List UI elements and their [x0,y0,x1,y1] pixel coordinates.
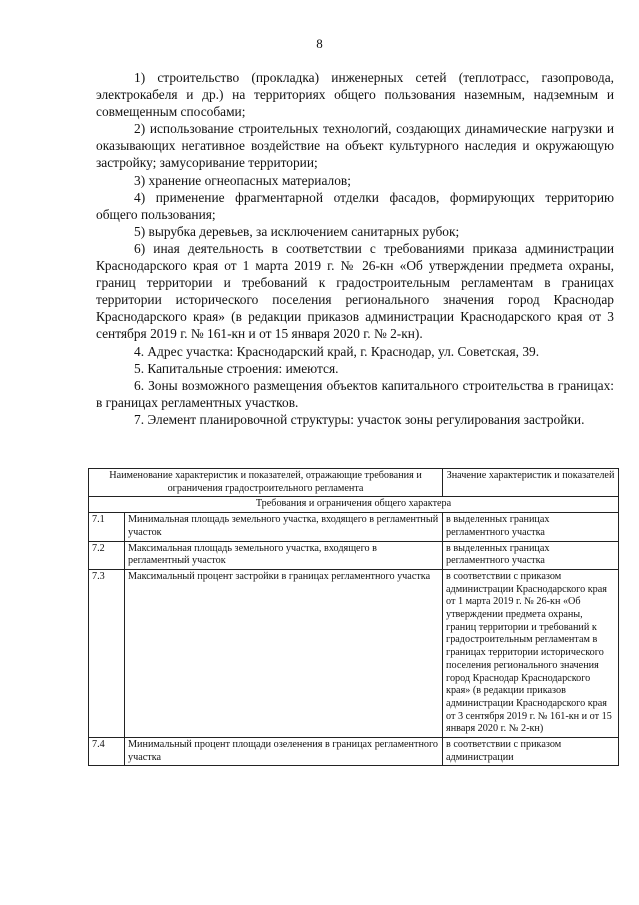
table-row [89,513,619,541]
page-number: 8 [316,36,323,51]
paragraph: 7. Элемент планировочной структуры: участок зоны регулирования застройки. [134,411,585,427]
requirements-table [88,468,619,766]
table-header-row [89,469,619,497]
table-row [89,541,619,569]
paragraph: 5. Капитальные строения: имеются. [134,360,339,376]
row-number: 7.1 [89,513,125,541]
table-section-row [89,497,619,513]
header-name-cell: Наименование характеристик и показателей, отражающие требования и ограничения градостроительного регламента [89,469,443,497]
section-title: Требования и ограничения общего характера [89,497,619,513]
row-value: в соответствии с приказом администрации [443,738,619,766]
row-number: 7.2 [89,541,125,569]
row-value: в соответствии с приказом администрации Краснодарского края от 1 марта 2019 г. № 26-кн «Об утверждении предмета охраны, границ территории и требований к градостроительным регламентам в границах территории исторического поселения регионального значения город Краснодар Краснодарского края» (в редакции приказов администрации Краснодарского края от 3 сентября 2019 г. № 161-кн и от 15 января 2020 г. № 2-кн) [443,569,619,737]
paragraph: 3) хранение огнеопасных материалов; [134,172,351,188]
row-name: Минимальная площадь земельного участка, входящего в регламентный участок [125,513,443,541]
paragraph: 1) строительство (прокладка) инженерных сетей (теплотрасс, газопровода, электрокабеля и др.) на территориях общего пользования наземным, надземным и совмещенным способами; [96,70,614,120]
row-name: Максимальный процент застройки в границах регламентного участка [125,569,443,737]
paragraph: 2) использование строительных технологий, создающих динамические нагрузки и оказывающих негативное воздействие на объект культурного наследия и окружающую застройку; замусоривание территории; [96,121,614,171]
row-name: Минимальный процент площади озеленения в границах регламентного участка [125,738,443,766]
paragraph: 4) применение фрагментарной отделки фасадов, формирующих территорию общего пользования; [96,189,614,222]
row-value: в выделенных границах регламентного участка [443,541,619,569]
table-row [89,569,619,737]
row-number: 7.4 [89,738,125,766]
table-row [89,738,619,766]
row-name: Максимальная площадь земельного участка, входящего в регламентный участок [125,541,443,569]
paragraph: 4. Адрес участка: Краснодарский край, г. Краснодар, ул. Советская, 39. [134,343,540,359]
row-number: 7.3 [89,569,125,737]
paragraph: 6. Зоны возможного размещения объектов капитального строительства в границах: в границах регламентных участков. [96,377,614,410]
row-value: в выделенных границах регламентного участка [443,513,619,541]
paragraph: 5) вырубка деревьев, за исключением санитарных рубок; [134,223,460,239]
header-value-cell: Значение характеристик и показателей [443,469,619,497]
body-text [96,69,614,428]
paragraph: 6) иная деятельность в соответствии с требованиями приказа администрации Краснодарского края от 1 марта 2019 г. № 26-кн «Об утверждении предмета охраны, границ территории и требований к градостроительным регламентам в границах территории исторического поселения регионального значения город Краснодар Краснодарского края» (в редакции приказов администрации Краснодарского края от 3 сентября 2019 г. № 161-кн и от 15 января 2020 г. № 2-кн). [96,240,614,342]
